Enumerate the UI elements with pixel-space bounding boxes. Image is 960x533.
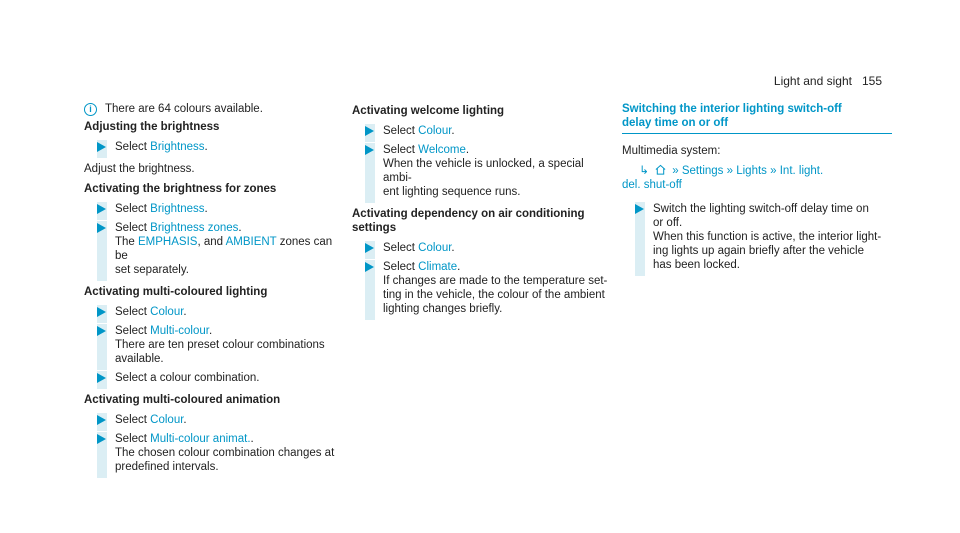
note <box>84 102 346 116</box>
step: Select Brightness. <box>84 202 346 216</box>
heading-brightness: Adjusting the brightness <box>84 121 220 133</box>
step-arrow-icon <box>97 373 106 383</box>
step: Select Brightness zones. The EMPHASIS, and AMBIENT zones can be set separately. <box>84 221 346 277</box>
menu-link-int-light[interactable]: Int. light. <box>779 165 824 177</box>
page-number: 155 <box>861 74 882 88</box>
chevron-right-icon: » <box>726 165 734 177</box>
step: Select Multi-colour. There are ten preset colour combinations available. <box>84 324 346 366</box>
menu-link-emphasis[interactable]: EMPHASIS <box>138 236 198 248</box>
step-arrow-icon <box>365 145 374 155</box>
step-arrow-icon <box>97 415 106 425</box>
step-arrow-icon <box>365 262 374 272</box>
step: Select Colour. <box>352 241 614 255</box>
step: Select Multi-colour animat.. The chosen colour combination changes at predefined intervals. <box>84 432 346 474</box>
step: Select Colour. <box>84 413 346 427</box>
section-heading: Switching the interior lighting switch-off delay time on or off <box>622 102 892 134</box>
step: Select Colour. <box>84 305 346 319</box>
step-arrow-icon <box>97 326 106 336</box>
menu-path <box>622 164 892 192</box>
heading-aircon: Activating dependency on air conditioning settings <box>352 208 585 234</box>
steps-animation <box>84 413 346 474</box>
menu-link-brightness-zones[interactable]: Brightness zones <box>150 222 239 234</box>
menu-link-multi-colour[interactable]: Multi-colour <box>150 325 209 337</box>
info-icon: i <box>84 103 97 116</box>
menu-link-del-shut-off[interactable]: del. shut-off <box>622 179 682 191</box>
column-2 <box>352 102 614 324</box>
menu-link-brightness[interactable]: Brightness <box>150 141 205 153</box>
step-arrow-icon <box>365 126 374 136</box>
step: Select Climate. If changes are made to the temperature set- ting in the vehicle, the colour of the ambient lighting changes briefly. <box>352 260 614 316</box>
steps-multi <box>84 305 346 385</box>
heading-multi: Activating multi-coloured lighting <box>84 286 268 298</box>
steps-switchoff <box>622 202 892 272</box>
step-arrow-icon <box>365 243 374 253</box>
menu-link-colour[interactable]: Colour <box>418 125 452 137</box>
steps-zones <box>84 202 346 277</box>
menu-link-colour[interactable]: Colour <box>418 242 452 254</box>
column-3 <box>622 102 892 280</box>
menu-link-welcome[interactable]: Welcome <box>418 144 466 156</box>
step: Select a colour combination. <box>84 371 346 385</box>
intro-text: Multimedia system: <box>622 145 721 157</box>
note-text: There are 64 colours available. <box>105 103 263 115</box>
menu-link-colour[interactable]: Colour <box>150 306 184 318</box>
menu-link-settings[interactable]: Settings <box>681 165 724 177</box>
step-arrow-icon <box>635 204 644 214</box>
step: Select Brightness. <box>84 140 346 154</box>
heading-welcome: Activating welcome lighting <box>352 105 505 117</box>
menu-link-lights[interactable]: Lights <box>736 165 767 177</box>
step-arrow-icon <box>97 307 106 317</box>
chevron-right-icon: » <box>770 165 777 177</box>
step-arrow-icon <box>97 434 106 444</box>
heading-animation: Activating multi-coloured animation <box>84 394 281 406</box>
menu-link-ambient[interactable]: AMBIENT <box>225 236 277 248</box>
step: Select Welcome. When the vehicle is unlocked, a special ambi- ent lighting sequence runs. <box>352 143 614 199</box>
step-arrow-icon <box>97 204 106 214</box>
menu-link-climate[interactable]: Climate <box>418 261 458 273</box>
menu-link-multi-colour-animat[interactable]: Multi-colour animat. <box>150 433 251 445</box>
menu-link-colour[interactable]: Colour <box>150 414 184 426</box>
heading-zones: Activating the brightness for zones <box>84 183 277 195</box>
text-adjust: Adjust the brightness. <box>84 163 195 175</box>
step-arrow-icon <box>97 223 106 233</box>
return-arrow-icon: ↳ <box>639 165 649 177</box>
chevron-right-icon: » <box>672 165 679 177</box>
home-icon[interactable] <box>655 164 666 175</box>
section-title: Light and sight <box>773 74 852 88</box>
menu-link-brightness[interactable]: Brightness <box>150 203 205 215</box>
steps-brightness <box>84 140 346 154</box>
step: Select Colour. <box>352 124 614 138</box>
page-header <box>774 74 882 88</box>
column-1 <box>84 102 346 482</box>
steps-welcome <box>352 124 614 199</box>
step-arrow-icon <box>97 142 106 152</box>
step: Switch the lighting switch-off delay time on or off. When this function is active, the interior light- ing lights up again briefly after the vehicle has been locked. <box>622 202 892 272</box>
steps-aircon <box>352 241 614 316</box>
